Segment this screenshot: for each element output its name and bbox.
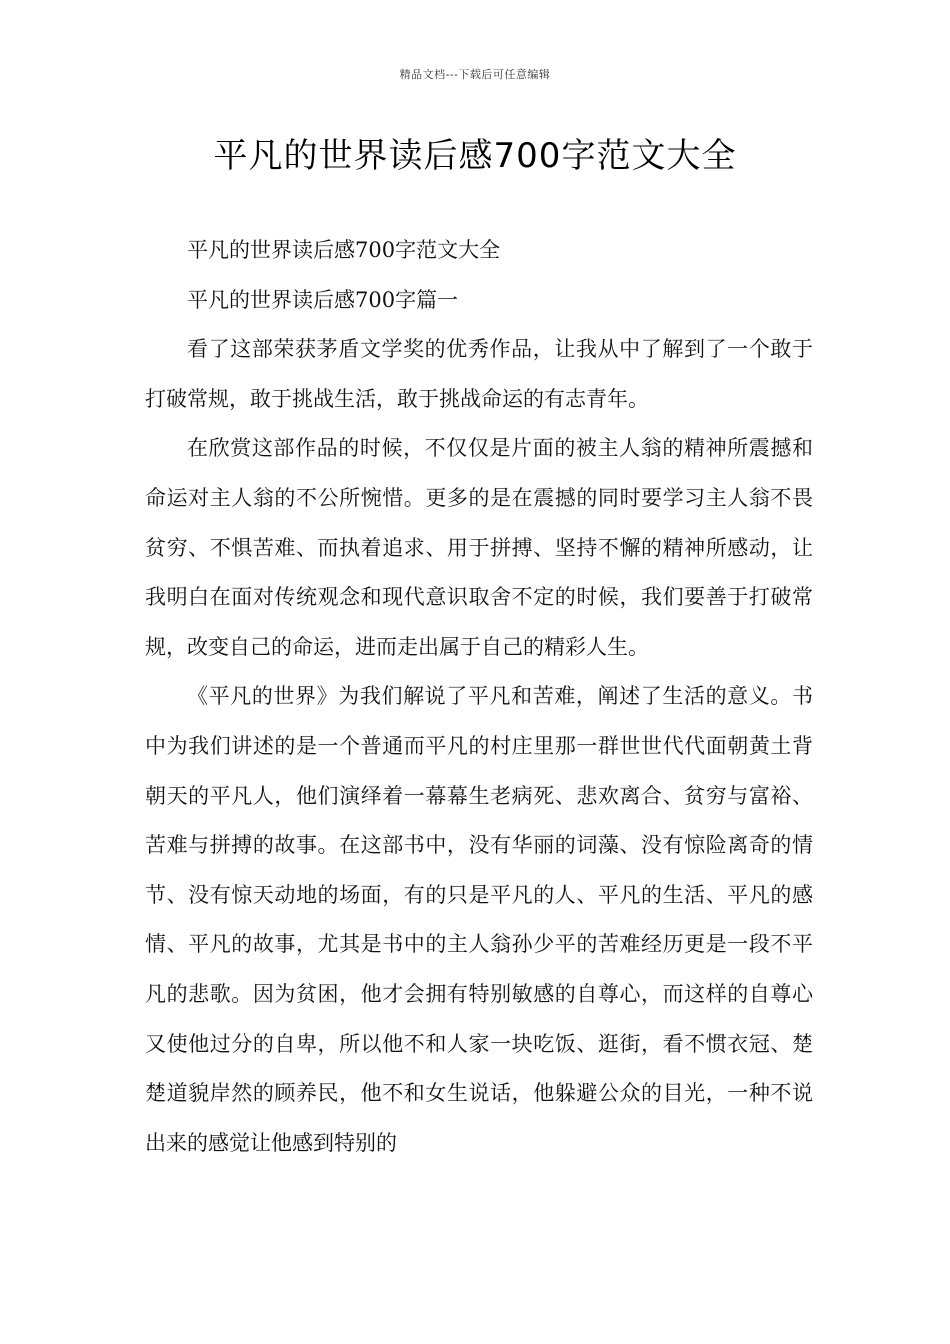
paragraph-section-heading: 平凡的世界读后感700字篇一 bbox=[187, 287, 459, 312]
document-body bbox=[145, 226, 813, 1168]
paragraph-subtitle: 平凡的世界读后感700字范文大全 bbox=[187, 238, 501, 262]
paragraph-1: 看了这部荣获茅盾文学奖的优秀作品，让我从中了解到了一个敢于打破常规，敢于挑战生活，敢于挑战命运的有志青年。 bbox=[145, 337, 813, 411]
paragraph-2: 在欣赏这部作品的时候，不仅仅是片面的被主人翁的精神所震撼和命运对主人翁的不公所惋惜。更多的是在震撼的同时要学习主人翁不畏贫穷、不惧苦难、而执着追求、用于拼搏、坚持不懈的精神所感动，让我明白在面对传统观念和现代意识取舍不定的时候，我们要善于打破常规，改变自己的命运，进而走出属于自己的精彩人生。 bbox=[145, 436, 813, 659]
document-title: 平凡的世界读后感700字范文大全 bbox=[213, 136, 737, 176]
paragraph-3: 《平凡的世界》为我们解说了平凡和苦难，阐述了生活的意义。书中为我们讲述的是一个普通而平凡的村庄里那一群世世代代面朝黄土背朝天的平凡人，他们演绎着一幕幕生老病死、悲欢离合、贫穷与富裕、苦难与拼搏的故事。在这部书中，没有华丽的词藻、没有惊险离奇的情节、没有惊天动地的场面，有的只是平凡的人、平凡的生活、平凡的感情、平凡的故事，尤其是书中的主人翁孙少平的苦难经历更是一段不平凡的悲歌。因为贫困，他才会拥有特别敏感的自尊心，而这样的自尊心又使他过分的自卑，所以他不和人家一块吃饭、逛街，看不惯衣冠、楚楚道貌岸然的顾养民，他不和女生说话，他躲避公众的目光，一种不说出来的感觉让他感到特别的 bbox=[145, 684, 813, 1155]
page-header-watermark: 精品文档---下载后可任意编辑 bbox=[399, 68, 551, 81]
